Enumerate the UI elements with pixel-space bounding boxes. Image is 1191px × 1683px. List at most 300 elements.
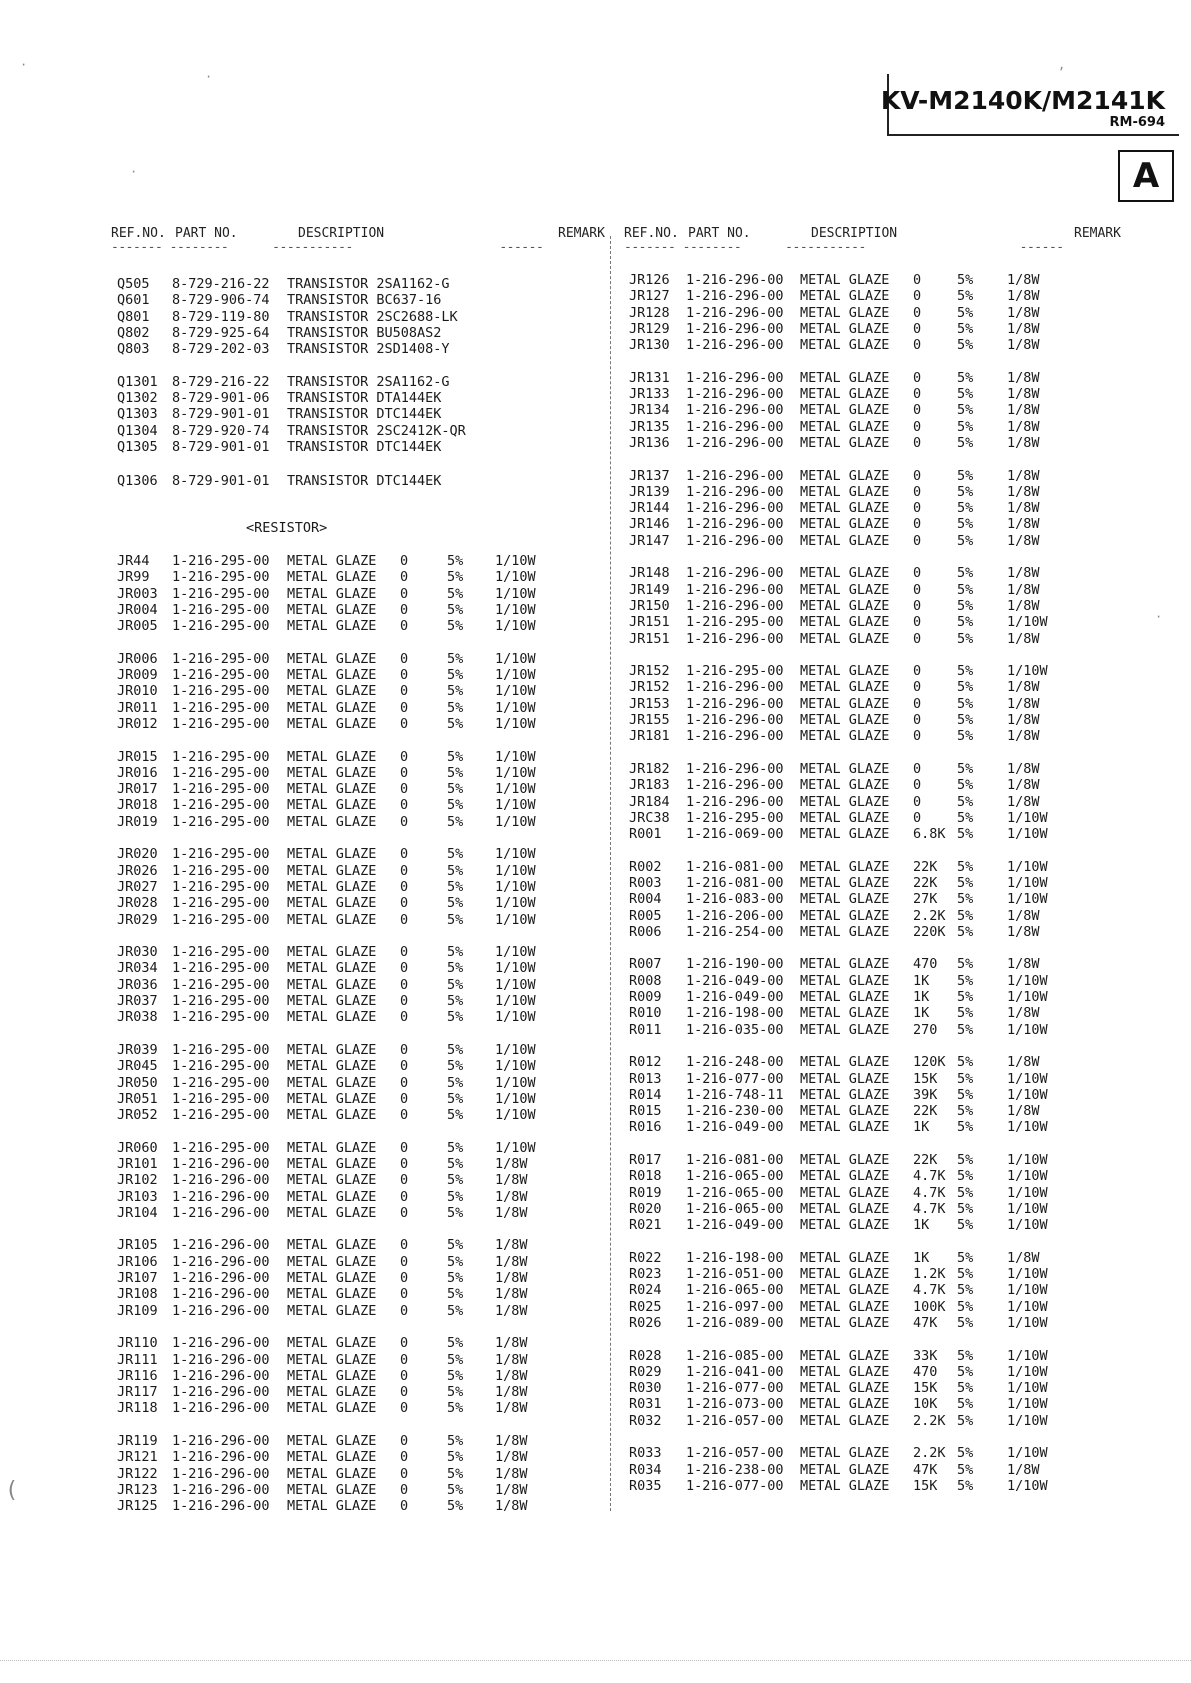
wattage: 1/10W bbox=[1007, 809, 1048, 826]
part-no: 1-216-296-00 bbox=[172, 1302, 270, 1319]
part-no: 1-216-296-00 bbox=[172, 1481, 270, 1498]
tolerance: 5% bbox=[957, 304, 974, 321]
part-no: 1-216-295-00 bbox=[172, 878, 270, 895]
ref-no: JR129 bbox=[629, 320, 670, 337]
description: METAL GLAZE bbox=[287, 1107, 377, 1124]
resistance-value: 0 bbox=[400, 683, 409, 700]
ref-no: R023 bbox=[629, 1266, 662, 1283]
tolerance: 5% bbox=[957, 402, 974, 419]
wattage: 1/8W bbox=[495, 1384, 528, 1401]
tolerance: 5% bbox=[957, 907, 974, 924]
wattage: 1/10W bbox=[1007, 1217, 1048, 1234]
wattage: 1/10W bbox=[1007, 1380, 1048, 1397]
description: TRANSISTOR DTC144EK bbox=[287, 438, 442, 455]
description: METAL GLAZE bbox=[287, 976, 377, 993]
resistance-value: 0 bbox=[400, 1465, 409, 1482]
description: METAL GLAZE bbox=[287, 1449, 377, 1466]
part-no: 1-216-254-00 bbox=[686, 923, 784, 940]
part-no: 1-216-085-00 bbox=[686, 1347, 784, 1364]
resistance-value: 0 bbox=[400, 1270, 409, 1287]
tolerance: 5% bbox=[957, 386, 974, 403]
ref-no: Q1306 bbox=[117, 473, 158, 490]
description: METAL GLAZE bbox=[800, 809, 890, 826]
resistance-value: 0 bbox=[400, 699, 409, 716]
description: TRANSISTOR BC637-16 bbox=[287, 292, 442, 309]
ref-no: Q1305 bbox=[117, 438, 158, 455]
resistance-value: 0 bbox=[400, 960, 409, 977]
description: METAL GLAZE bbox=[800, 777, 890, 794]
resistance-value: 0 bbox=[913, 500, 922, 517]
resistance-value: 0 bbox=[913, 369, 922, 386]
ref-no: JR136 bbox=[629, 434, 670, 451]
description: METAL GLAZE bbox=[800, 288, 890, 305]
wattage: 1/8W bbox=[1007, 272, 1040, 288]
wattage: 1/8W bbox=[495, 1465, 528, 1482]
wattage: 1/10W bbox=[1007, 858, 1048, 875]
tolerance: 5% bbox=[957, 597, 974, 614]
description: METAL GLAZE bbox=[287, 1302, 377, 1319]
description: METAL GLAZE bbox=[287, 1498, 377, 1515]
description: METAL GLAZE bbox=[800, 402, 890, 419]
tolerance: 5% bbox=[447, 715, 464, 732]
ref-no: Q1301 bbox=[117, 373, 158, 390]
ref-no: R031 bbox=[629, 1396, 662, 1413]
tolerance: 5% bbox=[447, 1090, 464, 1107]
ref-no: JR150 bbox=[629, 597, 670, 614]
tolerance: 5% bbox=[447, 667, 464, 684]
part-no: 1-216-295-00 bbox=[686, 809, 784, 826]
part-no: 1-216-077-00 bbox=[686, 1380, 784, 1397]
resistance-value: 0 bbox=[400, 1384, 409, 1401]
description: TRANSISTOR 2SA1162-G bbox=[287, 373, 450, 390]
part-no: 1-216-296-00 bbox=[172, 1253, 270, 1270]
description: METAL GLAZE bbox=[800, 1412, 890, 1429]
tolerance: 5% bbox=[957, 728, 974, 745]
wattage: 1/10W bbox=[1007, 1184, 1048, 1201]
resistance-value: 0 bbox=[913, 597, 922, 614]
part-no: 1-216-081-00 bbox=[686, 1152, 784, 1169]
wattage: 1/10W bbox=[495, 976, 536, 993]
part-no: 8-729-216-22 bbox=[172, 373, 270, 390]
description: METAL GLAZE bbox=[800, 630, 890, 647]
ref-no: R004 bbox=[629, 891, 662, 908]
description: METAL GLAZE bbox=[287, 846, 377, 863]
wattage: 1/8W bbox=[1007, 288, 1040, 305]
resistance-value: 0 bbox=[913, 386, 922, 403]
wattage: 1/8W bbox=[1007, 1054, 1040, 1071]
description: METAL GLAZE bbox=[287, 1139, 377, 1156]
description: METAL GLAZE bbox=[800, 434, 890, 451]
wattage: 1/10W bbox=[1007, 1200, 1048, 1217]
description: METAL GLAZE bbox=[287, 1433, 377, 1450]
description: METAL GLAZE bbox=[287, 813, 377, 830]
part-no: 1-216-296-00 bbox=[172, 1286, 270, 1303]
resistance-value: 2.2K bbox=[913, 1445, 946, 1462]
remark-header: REMARK bbox=[1074, 226, 1121, 241]
tolerance: 5% bbox=[957, 1070, 974, 1087]
description-header: DESCRIPTION bbox=[811, 226, 898, 241]
tolerance: 5% bbox=[957, 1184, 974, 1201]
tolerance: 5% bbox=[957, 1282, 974, 1299]
part-no: 1-216-295-00 bbox=[686, 614, 784, 631]
wattage: 1/10W bbox=[495, 911, 536, 928]
ref-no: JR107 bbox=[117, 1270, 158, 1287]
ref-no: R018 bbox=[629, 1168, 662, 1185]
tolerance: 5% bbox=[447, 1465, 464, 1482]
scan-speck: , bbox=[1058, 58, 1066, 72]
wattage: 1/10W bbox=[1007, 1282, 1048, 1299]
resistance-value: 0 bbox=[400, 862, 409, 879]
tolerance: 5% bbox=[447, 748, 464, 765]
ref-no: R015 bbox=[629, 1103, 662, 1120]
part-no: 8-729-202-03 bbox=[172, 341, 270, 358]
wattage: 1/8W bbox=[495, 1172, 528, 1189]
tolerance: 5% bbox=[447, 553, 464, 569]
part-no: 1-216-295-00 bbox=[172, 569, 270, 586]
tolerance: 5% bbox=[447, 1058, 464, 1075]
resistance-value: 0 bbox=[913, 712, 922, 729]
part-no: 1-216-296-00 bbox=[172, 1335, 270, 1352]
resistance-value: 0 bbox=[400, 585, 409, 602]
description: METAL GLAZE bbox=[800, 760, 890, 777]
part-no: 1-216-295-00 bbox=[172, 976, 270, 993]
tolerance: 5% bbox=[957, 1103, 974, 1120]
wattage: 1/10W bbox=[1007, 1152, 1048, 1169]
column-divider bbox=[610, 236, 611, 1511]
resistance-value: 0 bbox=[913, 793, 922, 810]
wattage: 1/8W bbox=[495, 1481, 528, 1498]
tolerance: 5% bbox=[957, 1347, 974, 1364]
resistance-value: 22K bbox=[913, 874, 938, 891]
part-no: 1-216-296-00 bbox=[686, 467, 784, 484]
part-no: 1-216-296-00 bbox=[686, 728, 784, 745]
resistance-value: 0 bbox=[400, 976, 409, 993]
ref-no: R032 bbox=[629, 1412, 662, 1429]
ref-no: JR016 bbox=[117, 764, 158, 781]
description: METAL GLAZE bbox=[800, 1477, 890, 1494]
tolerance: 5% bbox=[447, 1498, 464, 1515]
part-no: 1-216-296-00 bbox=[686, 793, 784, 810]
model-number: KV-M2140K/M2141K bbox=[880, 86, 1165, 115]
ref-no: Q801 bbox=[117, 308, 150, 325]
ref-no: JR155 bbox=[629, 712, 670, 729]
tolerance: 5% bbox=[447, 1253, 464, 1270]
resistance-value: 39K bbox=[913, 1086, 938, 1103]
tolerance: 5% bbox=[957, 434, 974, 451]
tolerance: 5% bbox=[957, 1152, 974, 1169]
tolerance: 5% bbox=[447, 1481, 464, 1498]
part-no: 1-216-077-00 bbox=[686, 1070, 784, 1087]
tolerance: 5% bbox=[957, 1086, 974, 1103]
part-no: 1-216-295-00 bbox=[172, 960, 270, 977]
ref-no: JR028 bbox=[117, 895, 158, 912]
ref-no: JR009 bbox=[117, 667, 158, 684]
description: TRANSISTOR DTC144EK bbox=[287, 473, 442, 490]
description: METAL GLAZE bbox=[287, 1172, 377, 1189]
part-no: 1-216-295-00 bbox=[172, 1058, 270, 1075]
wattage: 1/8W bbox=[1007, 532, 1040, 549]
wattage: 1/8W bbox=[495, 1498, 528, 1515]
ref-no-header: REF.NO. bbox=[624, 226, 679, 241]
resistance-value: 0 bbox=[400, 911, 409, 928]
tolerance: 5% bbox=[447, 1367, 464, 1384]
resistance-value: 4.7K bbox=[913, 1168, 946, 1185]
ref-no: JR110 bbox=[117, 1335, 158, 1352]
tolerance: 5% bbox=[957, 500, 974, 517]
part-no: 1-216-295-00 bbox=[172, 748, 270, 765]
tolerance: 5% bbox=[447, 1009, 464, 1026]
part-no: 1-216-081-00 bbox=[686, 874, 784, 891]
resistance-value: 0 bbox=[400, 1009, 409, 1026]
part-no: 1-216-748-11 bbox=[686, 1086, 784, 1103]
tolerance: 5% bbox=[447, 764, 464, 781]
wattage: 1/8W bbox=[1007, 923, 1040, 940]
resistance-value: 0 bbox=[400, 715, 409, 732]
resistance-value: 0 bbox=[400, 1204, 409, 1221]
resistance-value: 120K bbox=[913, 1054, 946, 1071]
tolerance: 5% bbox=[957, 679, 974, 696]
description: METAL GLAZE bbox=[287, 569, 377, 586]
wattage: 1/10W bbox=[495, 683, 536, 700]
wattage: 1/8W bbox=[495, 1270, 528, 1287]
wattage: 1/8W bbox=[495, 1253, 528, 1270]
wattage: 1/10W bbox=[495, 601, 536, 618]
ref-no: JR109 bbox=[117, 1302, 158, 1319]
wattage: 1/10W bbox=[1007, 614, 1048, 631]
ref-no: JR018 bbox=[117, 797, 158, 814]
part-no: 8-729-906-74 bbox=[172, 292, 270, 309]
wattage: 1/10W bbox=[495, 878, 536, 895]
part-no: 1-216-295-00 bbox=[172, 650, 270, 667]
tolerance: 5% bbox=[957, 1249, 974, 1266]
description: METAL GLAZE bbox=[800, 1054, 890, 1071]
ref-no: R009 bbox=[629, 989, 662, 1006]
ref-no: JR015 bbox=[117, 748, 158, 765]
part-no: 1-216-295-00 bbox=[172, 911, 270, 928]
description: METAL GLAZE bbox=[800, 1315, 890, 1331]
description: METAL GLAZE bbox=[287, 618, 377, 635]
resistance-value: 15K bbox=[913, 1070, 938, 1087]
part-no: 1-216-296-00 bbox=[686, 777, 784, 794]
wattage: 1/8W bbox=[1007, 1249, 1040, 1266]
ref-no: JR052 bbox=[117, 1107, 158, 1124]
wattage: 1/10W bbox=[1007, 826, 1048, 843]
wattage: 1/8W bbox=[1007, 565, 1040, 582]
ref-no: JR44 bbox=[117, 553, 150, 569]
part-no: 1-216-296-00 bbox=[686, 597, 784, 614]
ref-no: JR123 bbox=[117, 1481, 158, 1498]
resistance-value: 0 bbox=[913, 695, 922, 712]
resistance-value: 1K bbox=[913, 1217, 930, 1234]
resistance-value: 0 bbox=[400, 618, 409, 635]
part-no: 1-216-296-00 bbox=[686, 679, 784, 696]
part-no: 1-216-206-00 bbox=[686, 907, 784, 924]
description: METAL GLAZE bbox=[800, 467, 890, 484]
part-no: 1-216-083-00 bbox=[686, 891, 784, 908]
ref-no-header: REF.NO. bbox=[111, 226, 166, 241]
part-no: 1-216-296-00 bbox=[686, 272, 784, 288]
wattage: 1/10W bbox=[495, 699, 536, 716]
part-no: 1-216-296-00 bbox=[172, 1498, 270, 1515]
scan-speck: · bbox=[205, 70, 213, 84]
part-no: 1-216-296-00 bbox=[686, 337, 784, 354]
tolerance: 5% bbox=[447, 993, 464, 1010]
ref-no: JR152 bbox=[629, 663, 670, 680]
part-no: 1-216-295-00 bbox=[172, 797, 270, 814]
part-no: 1-216-069-00 bbox=[686, 826, 784, 843]
part-no: 1-216-296-00 bbox=[172, 1433, 270, 1450]
description: METAL GLAZE bbox=[800, 1266, 890, 1283]
description: METAL GLAZE bbox=[800, 956, 890, 973]
wattage: 1/10W bbox=[495, 1074, 536, 1091]
part-no: 1-216-296-00 bbox=[686, 288, 784, 305]
part-no: 1-216-198-00 bbox=[686, 1005, 784, 1022]
resistance-value: 0 bbox=[400, 1302, 409, 1319]
ref-no: R033 bbox=[629, 1445, 662, 1462]
description: METAL GLAZE bbox=[287, 1009, 377, 1026]
description: METAL GLAZE bbox=[800, 874, 890, 891]
resistance-value: 0 bbox=[400, 1107, 409, 1124]
description: TRANSISTOR 2SA1162-G bbox=[287, 276, 450, 292]
resistance-value: 0 bbox=[400, 1433, 409, 1450]
tolerance: 5% bbox=[447, 1302, 464, 1319]
part-no: 1-216-295-00 bbox=[172, 683, 270, 700]
description-header: DESCRIPTION bbox=[298, 226, 385, 241]
part-no: 1-216-295-00 bbox=[172, 993, 270, 1010]
wattage: 1/10W bbox=[1007, 1298, 1048, 1315]
tolerance: 5% bbox=[447, 1270, 464, 1287]
part-no: 1-216-077-00 bbox=[686, 1477, 784, 1494]
resistance-value: 0 bbox=[913, 679, 922, 696]
wattage: 1/8W bbox=[495, 1433, 528, 1450]
ref-no: Q1304 bbox=[117, 422, 158, 439]
ref-no: JR029 bbox=[117, 911, 158, 928]
description: METAL GLAZE bbox=[287, 1335, 377, 1352]
tolerance: 5% bbox=[447, 1400, 464, 1417]
wattage: 1/10W bbox=[495, 944, 536, 961]
wattage: 1/10W bbox=[1007, 972, 1048, 989]
wattage: 1/8W bbox=[495, 1449, 528, 1466]
resistance-value: 15K bbox=[913, 1380, 938, 1397]
ref-no: JR104 bbox=[117, 1204, 158, 1221]
wattage: 1/10W bbox=[1007, 1445, 1048, 1462]
part-no: 1-216-296-00 bbox=[172, 1155, 270, 1172]
tolerance: 5% bbox=[447, 797, 464, 814]
tolerance: 5% bbox=[957, 369, 974, 386]
part-no: 1-216-097-00 bbox=[686, 1298, 784, 1315]
description: TRANSISTOR BU508AS2 bbox=[287, 324, 442, 341]
part-no: 1-216-295-00 bbox=[172, 1107, 270, 1124]
description: METAL GLAZE bbox=[800, 712, 890, 729]
resistance-value: 0 bbox=[400, 1139, 409, 1156]
wattage: 1/8W bbox=[1007, 597, 1040, 614]
resistance-value: 0 bbox=[913, 663, 922, 680]
description: METAL GLAZE bbox=[287, 1270, 377, 1287]
resistance-value: 0 bbox=[913, 483, 922, 500]
ref-no: JR133 bbox=[629, 386, 670, 403]
part-no: 8-729-216-22 bbox=[172, 276, 270, 292]
part-no: 1-216-296-00 bbox=[172, 1237, 270, 1254]
ref-no: R017 bbox=[629, 1152, 662, 1169]
remote-model: RM-694 bbox=[1109, 115, 1165, 130]
wattage: 1/8W bbox=[495, 1204, 528, 1221]
description: METAL GLAZE bbox=[800, 1461, 890, 1478]
description: METAL GLAZE bbox=[287, 1400, 377, 1417]
resistance-value: 0 bbox=[400, 1481, 409, 1498]
ref-no: JR184 bbox=[629, 793, 670, 810]
ref-no: JR117 bbox=[117, 1384, 158, 1401]
part-no: 1-216-296-00 bbox=[172, 1384, 270, 1401]
ref-no: JR051 bbox=[117, 1090, 158, 1107]
wattage: 1/8W bbox=[495, 1286, 528, 1303]
tolerance: 5% bbox=[957, 565, 974, 582]
wattage: 1/10W bbox=[495, 585, 536, 602]
resistance-value: 0 bbox=[400, 944, 409, 961]
tolerance: 5% bbox=[447, 1351, 464, 1368]
tolerance: 5% bbox=[447, 699, 464, 716]
description: METAL GLAZE bbox=[800, 1152, 890, 1169]
description: METAL GLAZE bbox=[287, 1351, 377, 1368]
resistance-value: 0 bbox=[913, 516, 922, 533]
wattage: 1/8W bbox=[1007, 712, 1040, 729]
tolerance: 5% bbox=[957, 826, 974, 843]
part-no: 1-216-238-00 bbox=[686, 1461, 784, 1478]
tolerance: 5% bbox=[957, 1315, 974, 1331]
part-no: 1-216-295-00 bbox=[172, 1009, 270, 1026]
wattage: 1/10W bbox=[1007, 1315, 1048, 1331]
description: METAL GLAZE bbox=[800, 1184, 890, 1201]
tolerance: 5% bbox=[957, 483, 974, 500]
description: METAL GLAZE bbox=[800, 907, 890, 924]
ref-no: JR019 bbox=[117, 813, 158, 830]
ref-no: R019 bbox=[629, 1184, 662, 1201]
resistance-value: 0 bbox=[913, 614, 922, 631]
ref-no: JR017 bbox=[117, 781, 158, 798]
description: METAL GLAZE bbox=[800, 500, 890, 517]
description: METAL GLAZE bbox=[287, 699, 377, 716]
part-no: 8-729-901-06 bbox=[172, 390, 270, 407]
ref-no: JR99 bbox=[117, 569, 150, 586]
part-no: 1-216-296-00 bbox=[686, 516, 784, 533]
part-no: 1-216-035-00 bbox=[686, 1021, 784, 1038]
description: METAL GLAZE bbox=[800, 1119, 890, 1136]
ref-no: R020 bbox=[629, 1200, 662, 1217]
description: METAL GLAZE bbox=[287, 911, 377, 928]
ref-no: R001 bbox=[629, 826, 662, 843]
part-no: 1-216-296-00 bbox=[686, 630, 784, 647]
wattage: 1/10W bbox=[1007, 989, 1048, 1006]
tolerance: 5% bbox=[447, 895, 464, 912]
resistance-value: 0 bbox=[400, 895, 409, 912]
description: METAL GLAZE bbox=[800, 1217, 890, 1234]
resistance-value: 1.2K bbox=[913, 1266, 946, 1283]
ref-no: R005 bbox=[629, 907, 662, 924]
tolerance: 5% bbox=[447, 1433, 464, 1450]
ref-no: R035 bbox=[629, 1477, 662, 1494]
resistance-value: 0 bbox=[400, 1286, 409, 1303]
wattage: 1/8W bbox=[495, 1335, 528, 1352]
description: METAL GLAZE bbox=[287, 667, 377, 684]
tolerance: 5% bbox=[957, 858, 974, 875]
tolerance: 5% bbox=[447, 1204, 464, 1221]
resistance-value: 4.7K bbox=[913, 1184, 946, 1201]
wattage: 1/8W bbox=[495, 1188, 528, 1205]
ref-no: JRC38 bbox=[629, 809, 670, 826]
resistance-value: 0 bbox=[913, 565, 922, 582]
resistance-value: 15K bbox=[913, 1477, 938, 1494]
wattage: 1/10W bbox=[495, 667, 536, 684]
tolerance: 5% bbox=[957, 467, 974, 484]
